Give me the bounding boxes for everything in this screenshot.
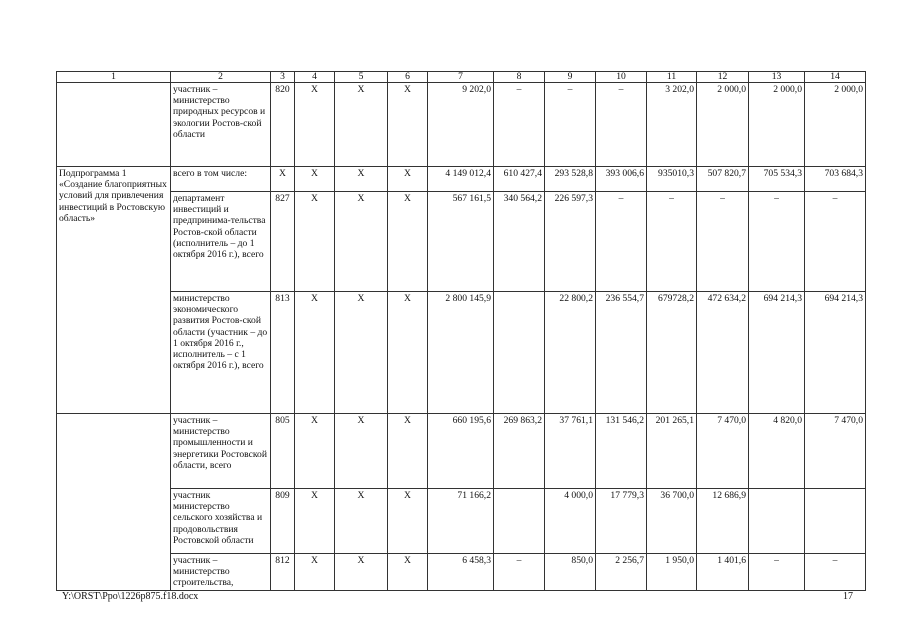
col-header-4: 4 (295, 72, 335, 83)
col-header-8: 8 (494, 72, 545, 83)
col-header-14: 14 (805, 72, 866, 83)
value-cell: 2 000,0 (697, 83, 749, 167)
value-cell: 703 684,3 (805, 167, 866, 192)
table-row (57, 489, 866, 554)
value-cell: – (596, 192, 647, 292)
col-header-3: 3 (271, 72, 295, 83)
value-cell: 1 950,0 (647, 554, 697, 591)
value-cell: 2 000,0 (805, 83, 866, 167)
value-cell: Х (388, 292, 428, 414)
col-header-12: 12 (697, 72, 749, 83)
value-cell: 7 470,0 (805, 414, 866, 489)
value-cell: – (805, 192, 866, 292)
value-cell: 71 166,2 (428, 489, 494, 554)
value-cell: Х (388, 192, 428, 292)
value-cell: Х (388, 167, 428, 192)
value-cell: 1 401,6 (697, 554, 749, 591)
value-cell: 393 006,6 (596, 167, 647, 192)
value-cell: Х (388, 489, 428, 554)
value-cell: 340 564,2 (494, 192, 545, 292)
value-cell: Х (295, 554, 335, 591)
value-cell: 37 761,1 (545, 414, 596, 489)
value-cell (494, 292, 545, 414)
value-cell: Х (335, 414, 388, 489)
value-cell: 4 149 012,4 (428, 167, 494, 192)
value-cell: Х (335, 192, 388, 292)
value-cell: Х (388, 554, 428, 591)
code-cell: 812 (271, 554, 295, 591)
executor-cell: участник – министерство промышленности и энергетики Ростовской области, всего (171, 414, 271, 489)
program-cell (57, 83, 171, 167)
executor-cell: министерство экономического развития Ростов-ской области (участник – до 1 октября 2016 г., исполнитель – с 1 октября 2016 г.), всего (171, 292, 271, 414)
value-cell: 705 534,3 (749, 167, 805, 192)
value-cell: – (545, 83, 596, 167)
value-cell: 472 634,2 (697, 292, 749, 414)
value-cell: 269 863,2 (494, 414, 545, 489)
value-cell: Х (335, 167, 388, 192)
col-header-7: 7 (428, 72, 494, 83)
value-cell: Х (295, 192, 335, 292)
value-cell: 2 000,0 (749, 83, 805, 167)
code-cell: 813 (271, 292, 295, 414)
col-header-6: 6 (388, 72, 428, 83)
value-cell: Х (335, 83, 388, 167)
value-cell (749, 489, 805, 554)
col-header-13: 13 (749, 72, 805, 83)
value-cell: 226 597,3 (545, 192, 596, 292)
col-header-11: 11 (647, 72, 697, 83)
program-cell (57, 414, 171, 591)
value-cell: 4 000,0 (545, 489, 596, 554)
executor-cell: участник – министерство строительства, (171, 554, 271, 591)
value-cell: 567 161,5 (428, 192, 494, 292)
table-row (57, 292, 866, 414)
footer-file-path: Y:\ORST\Ppo\1226p875.f18.docx (62, 591, 199, 602)
value-cell: Х (295, 292, 335, 414)
value-cell (805, 489, 866, 554)
value-cell: 22 800,2 (545, 292, 596, 414)
executor-cell: всего в том числе: (171, 167, 271, 192)
col-header-2: 2 (171, 72, 271, 83)
value-cell: 850,0 (545, 554, 596, 591)
value-cell: 9 202,0 (428, 83, 494, 167)
value-cell: 7 470,0 (697, 414, 749, 489)
value-cell: Х (295, 489, 335, 554)
value-cell: 694 214,3 (805, 292, 866, 414)
value-cell: 12 686,9 (697, 489, 749, 554)
value-cell: 6 458,3 (428, 554, 494, 591)
table-row (57, 83, 866, 167)
value-cell: 4 820,0 (749, 414, 805, 489)
subprogram-cell: Подпрограмма 1 «Создание благоприятных условий для привлечения инвестиций в Ростовскую область» (57, 167, 171, 414)
executor-cell: участник министерство сельского хозяйства и продовольствия Ростовской области (171, 489, 271, 554)
table-row (57, 554, 866, 591)
code-cell: 820 (271, 83, 295, 167)
col-header-1: 1 (57, 72, 171, 83)
value-cell: 2 800 145,9 (428, 292, 494, 414)
value-cell: 3 202,0 (647, 83, 697, 167)
value-cell: Х (335, 554, 388, 591)
value-cell: 694 214,3 (749, 292, 805, 414)
value-cell: – (647, 192, 697, 292)
value-cell: 201 265,1 (647, 414, 697, 489)
value-cell: Х (295, 414, 335, 489)
value-cell: – (805, 554, 866, 591)
header-row (57, 72, 866, 83)
value-cell: Х (295, 83, 335, 167)
code-cell: 827 (271, 192, 295, 292)
value-cell: Х (388, 414, 428, 489)
table-row (57, 414, 866, 489)
code-cell: 805 (271, 414, 295, 489)
value-cell: 935010,3 (647, 167, 697, 192)
code-cell: Х (271, 167, 295, 192)
executor-cell: департамент инвестиций и предпринима-тельства Ростов-ской области (исполнитель – до 1 октября 2016 г.), всего (171, 192, 271, 292)
value-cell: 610 427,4 (494, 167, 545, 192)
value-cell: – (494, 554, 545, 591)
value-cell: Х (388, 83, 428, 167)
value-cell: – (494, 83, 545, 167)
table-row (57, 167, 866, 192)
value-cell: 36 700,0 (647, 489, 697, 554)
page-number: 17 (843, 591, 853, 602)
value-cell: 2 256,7 (596, 554, 647, 591)
value-cell: 679728,2 (647, 292, 697, 414)
value-cell (494, 489, 545, 554)
value-cell: – (749, 554, 805, 591)
col-header-9: 9 (545, 72, 596, 83)
value-cell: – (697, 192, 749, 292)
value-cell: Х (335, 292, 388, 414)
value-cell: 293 528,8 (545, 167, 596, 192)
value-cell: 17 779,3 (596, 489, 647, 554)
col-header-5: 5 (335, 72, 388, 83)
value-cell: 236 554,7 (596, 292, 647, 414)
document-table (56, 71, 866, 591)
value-cell: – (596, 83, 647, 167)
value-cell: – (749, 192, 805, 292)
value-cell: 507 820,7 (697, 167, 749, 192)
table-row (57, 192, 866, 292)
code-cell: 809 (271, 489, 295, 554)
value-cell: Х (295, 167, 335, 192)
value-cell: 660 195,6 (428, 414, 494, 489)
value-cell: Х (335, 489, 388, 554)
executor-cell: участник – министерство природных ресурсов и экологии Ростов-ской области (171, 83, 271, 167)
value-cell: 131 546,2 (596, 414, 647, 489)
col-header-10: 10 (596, 72, 647, 83)
